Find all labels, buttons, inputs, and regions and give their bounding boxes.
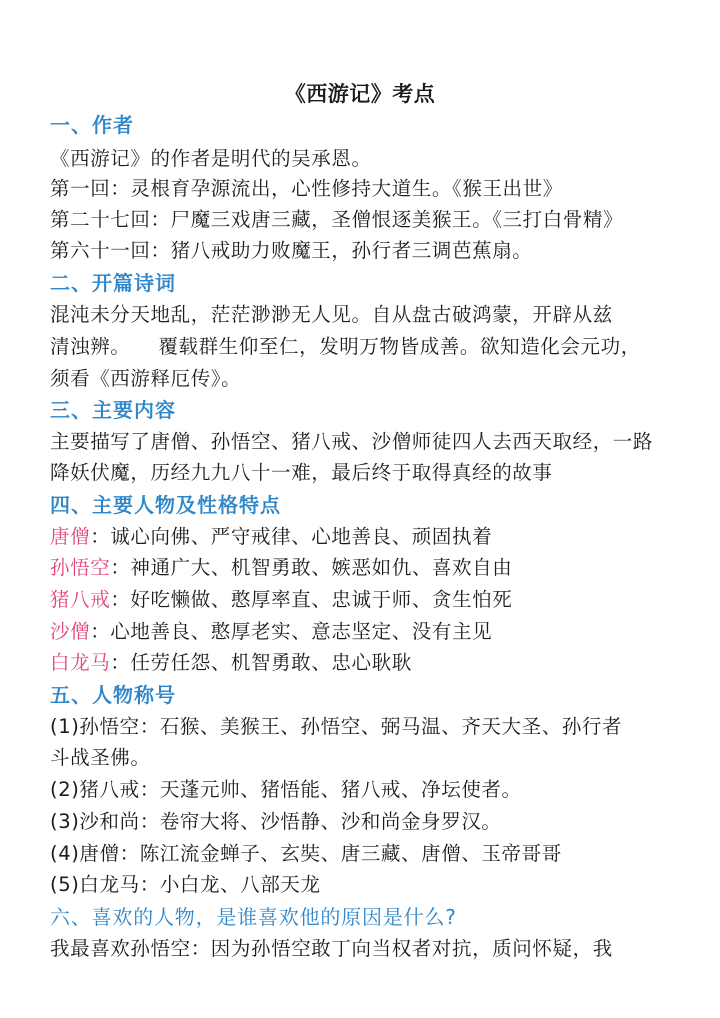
poem-line-1: 混沌未分天地乱，茫茫渺渺无人见。自从盘古破鸿蒙，开辟从兹 xyxy=(50,303,613,326)
author-line-1: 《西游记》的作者是明代的吴承恩。 xyxy=(50,147,372,170)
titles-line-6: (5)白龙马：小白龙、八部天龙 xyxy=(50,873,321,896)
character-name: 孙悟空 xyxy=(50,556,111,579)
poem-line-2-part-a: 清浊辨。 xyxy=(50,335,131,358)
titles-line-1: (1)孙悟空：石猴、美猴王、孙悟空、弼马温、齐天大圣、孙行者 xyxy=(50,715,623,738)
character-desc: ：心地善良、憨厚老实、意志坚定、没有主见 xyxy=(90,620,493,643)
character-desc: ：神通广大、机智勇敢、嫉恶如仇、喜欢自由 xyxy=(110,556,513,579)
poem-line-2 xyxy=(50,333,641,361)
character-name: 白龙马 xyxy=(50,651,111,674)
document-title: 《西游记》考点 xyxy=(284,82,436,106)
favorite-line-1: 我最喜欢孙悟空：因为孙悟空敢丁向当权者对抗，质问怀疑，我 xyxy=(50,937,613,960)
character-name: 唐僧 xyxy=(50,525,91,548)
section-heading-titles: 五、人物称号 xyxy=(50,683,176,707)
titles-line-2: 斗战圣佛。 xyxy=(50,746,151,769)
character-item xyxy=(50,586,512,614)
titles-line-3: (2)猪八戒：天蓬元帅、猪悟能、猪八戒、净坛使者。 xyxy=(50,778,522,801)
titles-line-4: (3)沙和尚：卷帘大将、沙悟静、沙和尚金身罗汉。 xyxy=(50,810,502,833)
poem-line-2-part-b: 覆载群生仰至仁，发明万物皆成善。欲知造化会元功， xyxy=(158,335,641,358)
section-heading-favorite: 六、喜欢的人物，是谁喜欢他的原因是什么? xyxy=(50,905,457,929)
author-line-3: 第二十七回：尸魔三戏唐三藏，圣僧恨逐美猴王。《三打白骨精》 xyxy=(50,208,624,231)
character-item xyxy=(50,554,512,582)
character-item xyxy=(50,649,412,677)
character-desc: ：好吃懒做、憨厚率直、忠诚于师、贪生怕死 xyxy=(110,588,513,611)
character-item xyxy=(50,523,492,551)
character-name: 猪八戒 xyxy=(50,588,111,611)
content-line-2: 降妖伏魔，历经九九八十一难，最后终于取得真经的故事 xyxy=(50,461,553,484)
titles-line-5: (4)唐僧：陈江流金蝉子、玄奘、唐三藏、唐僧、玉帝哥哥 xyxy=(50,842,562,865)
section-heading-characters: 四、主要人物及性格特点 xyxy=(50,493,281,517)
character-item xyxy=(50,618,492,646)
section-heading-author: 一、作者 xyxy=(50,113,134,137)
poem-line-3: 须看《西游释厄传》。 xyxy=(50,367,242,390)
content-line-1: 主要描写了唐僧、孙悟空、猪八戒、沙僧师徒四人去西天取经，一路 xyxy=(50,430,654,453)
author-line-4: 第六十一回：猪八戒助力败魔王，孙行者三调芭蕉扇。 xyxy=(50,239,533,262)
section-heading-poem: 二、开篇诗词 xyxy=(50,271,176,295)
character-name: 沙僧 xyxy=(50,620,91,643)
character-desc: ：任劳任怨、机智勇敢、忠心耿耿 xyxy=(110,651,412,674)
author-line-2: 第一回：灵根育孕源流出，心性修持大道生。《猴王出世》 xyxy=(50,177,563,200)
character-desc: ：诚心向佛、严守戒律、心地善良、顽固执着 xyxy=(90,525,493,548)
section-heading-content: 三、主要内容 xyxy=(50,398,176,422)
